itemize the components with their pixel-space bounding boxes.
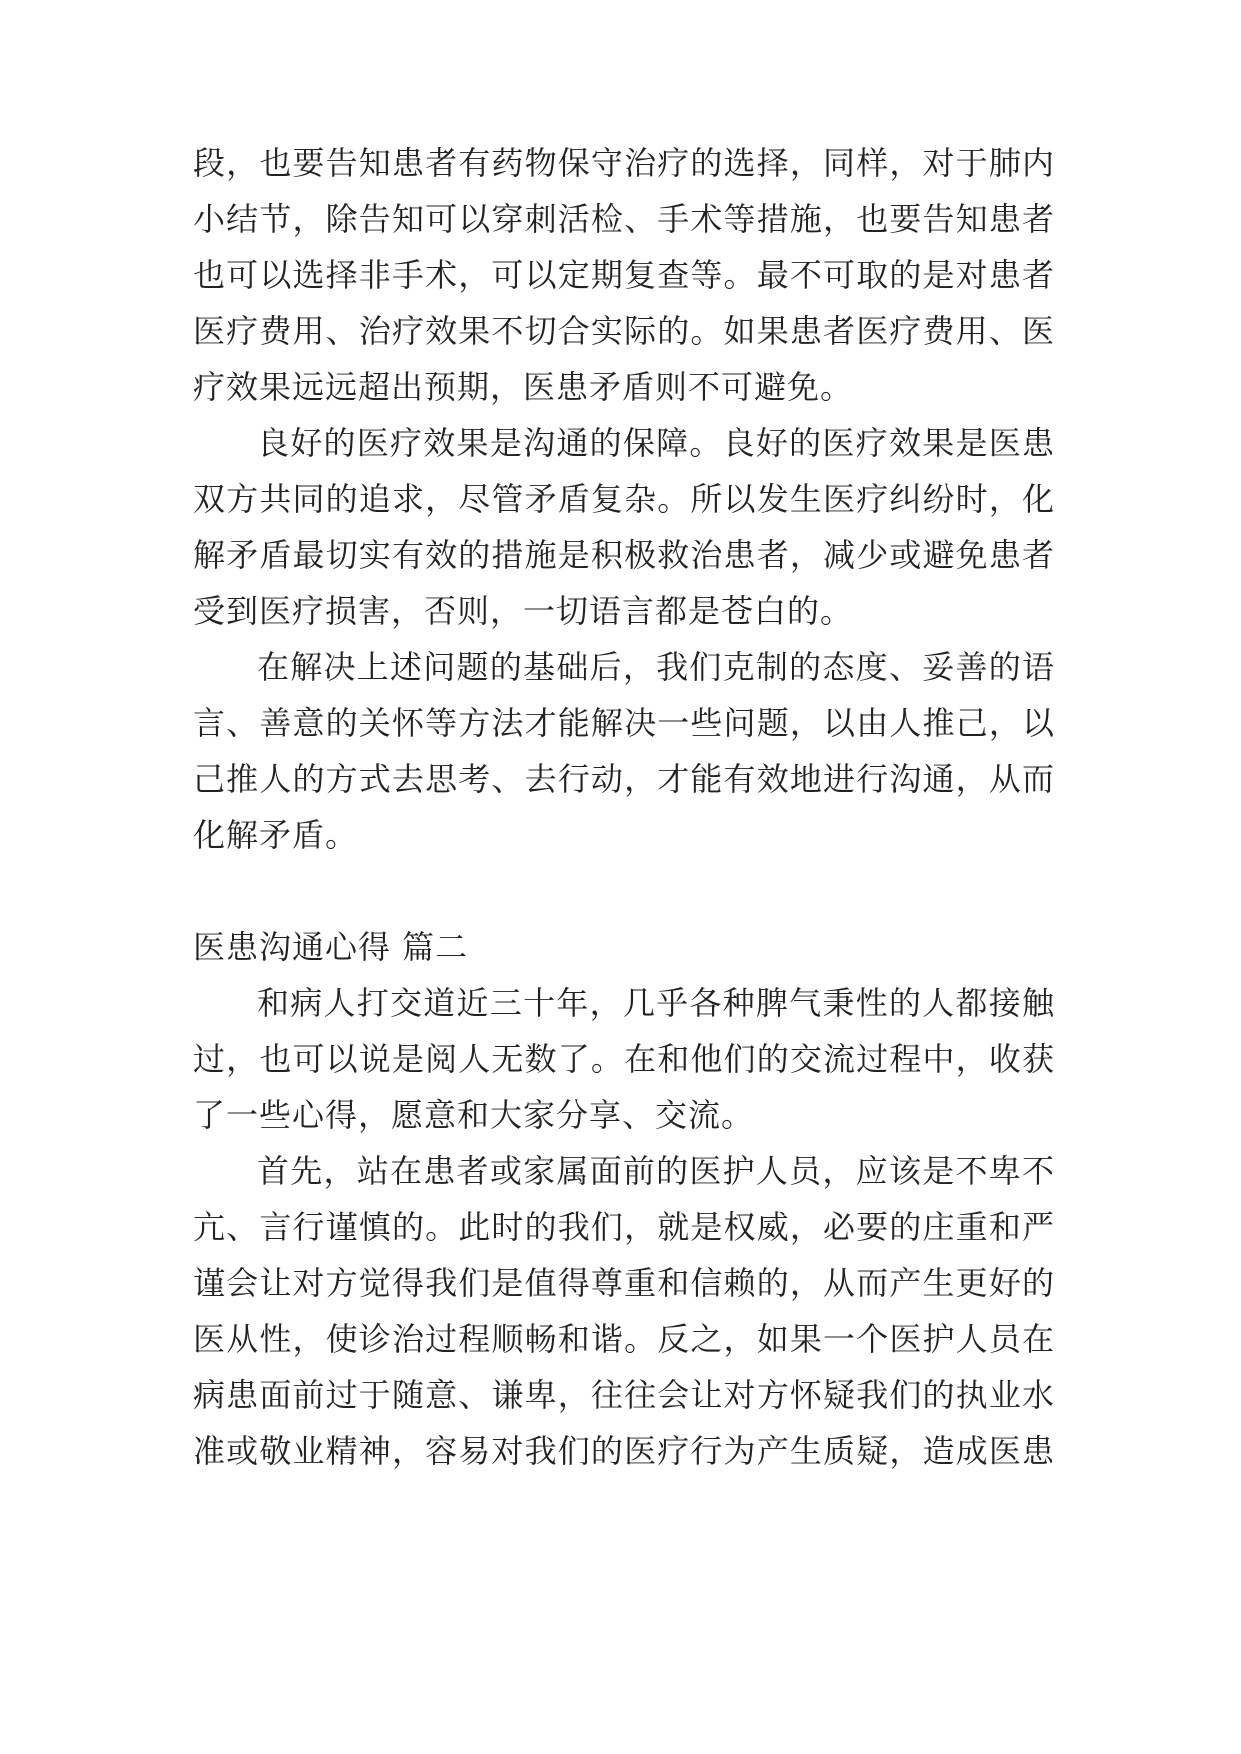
- paragraph-first-line: 在解决上述问题的基础后，我们克制的态度、妥善的语: [257, 648, 1055, 686]
- text-line: 言、善意的关怀等方法才能解决一些问题，以由人推己，以: [193, 704, 1055, 742]
- section-heading: 医患沟通心得 篇二: [193, 928, 469, 966]
- text-line: 双方共同的追求，尽管矛盾复杂。所以发生医疗纠纷时，化: [193, 480, 1055, 518]
- text-line: 化解矛盾。: [193, 816, 359, 854]
- paragraph-first-line: 首先，站在患者或家属面前的医护人员，应该是不卑不: [257, 1152, 1055, 1190]
- text-line: 病患面前过于随意、谦卑，往往会让对方怀疑我们的执业水: [193, 1376, 1055, 1414]
- text-line: 解矛盾最切实有效的措施是积极救治患者，减少或避免患者: [193, 536, 1055, 574]
- text-line: 小结节，除告知可以穿刺活检、手术等措施，也要告知患者: [193, 200, 1055, 238]
- text-line: 准或敬业精神，容易对我们的医疗行为产生质疑，造成医患: [193, 1432, 1055, 1470]
- text-line: 亢、言行谨慎的。此时的我们，就是权威，必要的庄重和严: [193, 1208, 1055, 1246]
- text-line: 医从性，使诊治过程顺畅和谐。反之，如果一个医护人员在: [193, 1320, 1055, 1358]
- text-line: 疗效果远远超出预期，医患矛盾则不可避免。: [193, 368, 854, 406]
- text-line: 也可以选择非手术，可以定期复查等。最不可取的是对患者: [193, 256, 1055, 294]
- text-line: 谨会让对方觉得我们是值得尊重和信赖的，从而产生更好的: [193, 1264, 1055, 1302]
- paragraph-first-line: 良好的医疗效果是沟通的保障。良好的医疗效果是医患: [257, 424, 1055, 462]
- text-line: 段，也要告知患者有药物保守治疗的选择，同样，对于肺内: [193, 144, 1055, 182]
- text-line: 医疗费用、治疗效果不切合实际的。如果患者医疗费用、医: [193, 312, 1055, 350]
- paragraph-first-line: 和病人打交道近三十年，几乎各种脾气秉性的人都接触: [257, 984, 1055, 1022]
- text-line: 受到医疗损害，否则，一切语言都是苍白的。: [193, 592, 854, 630]
- text-line: 了一些心得，愿意和大家分享、交流。: [193, 1096, 755, 1134]
- text-line: 过，也可以说是阅人无数了。在和他们的交流过程中，收获: [193, 1040, 1055, 1078]
- text-line: 己推人的方式去思考、去行动，才能有效地进行沟通，从而: [193, 760, 1055, 798]
